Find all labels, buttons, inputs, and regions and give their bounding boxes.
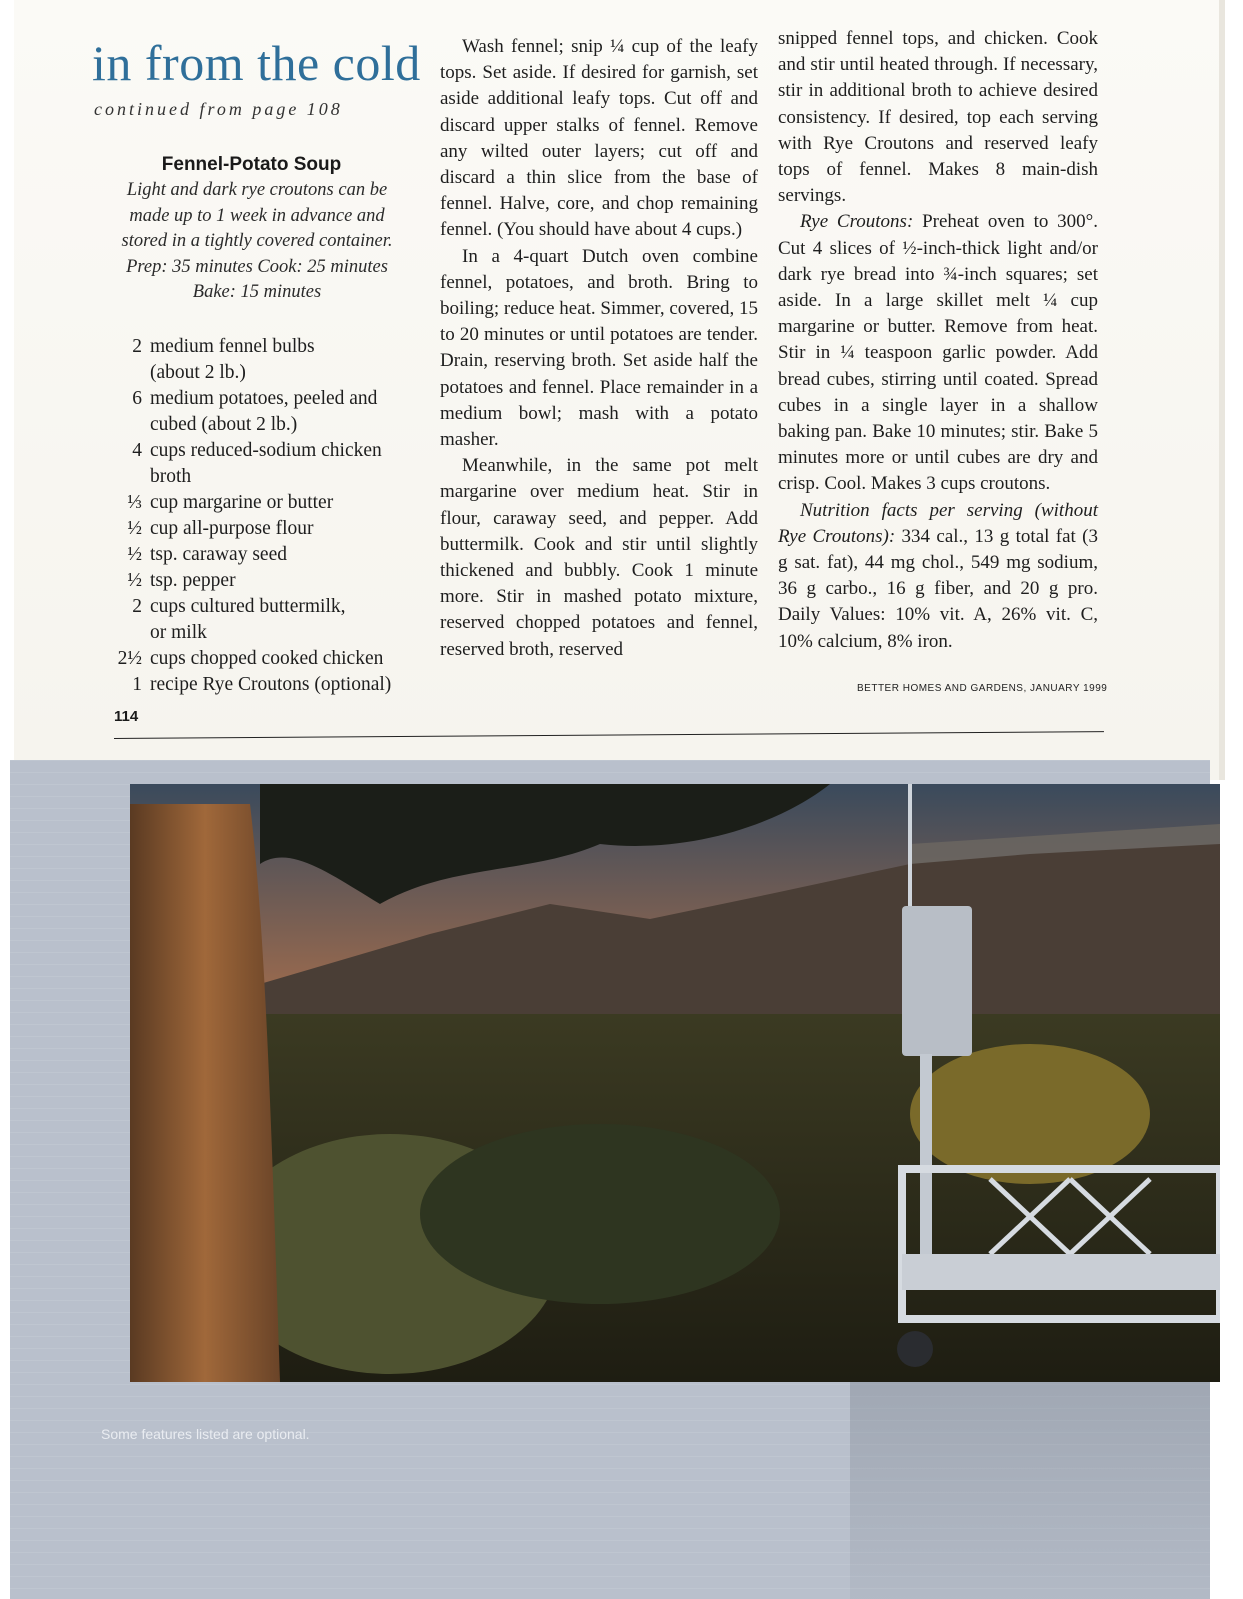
intro-line: stored in a tightly covered container.	[121, 231, 393, 251]
shrubs-mid	[420, 1124, 780, 1304]
nutrition-label: Nutrition facts per serving (without Rye Croutons):	[778, 499, 1098, 547]
directions-column-2	[778, 26, 1098, 655]
tree-trunk	[130, 804, 280, 1382]
continued-note: continued from page 108	[94, 99, 343, 119]
croutons-text: Preheat oven to 300°. Cut 4 slices of ½-inch-thick light and/or dark rye bread into ¾-inch squares; set aside. In a large skillet melt ¼ cup margarine or butter. Remove from heat. Stir in ¼ teaspoon garlic powder. Add bread cubes, stirring until coated. Spread cubes in a single layer in a shallow baking pan. Bake 10 minutes; stir. Bake 5 minutes more or until cubes are dry and crisp. Cool. Makes 3 cups croutons.	[778, 211, 1098, 495]
ingredient-qty: ⅓	[127, 492, 142, 513]
ingredient-line: cups cultured buttermilk,	[150, 596, 346, 617]
page-number: 114	[114, 708, 139, 725]
ingredient-qty: 4	[132, 440, 142, 461]
ingredient-desc	[150, 516, 428, 542]
ingredient-line: cups chopped cooked chicken	[150, 648, 384, 669]
ingredient-line: medium fennel bulbs	[150, 336, 315, 357]
landscape-mural-photo	[130, 784, 1220, 1382]
ingredient-desc	[150, 672, 428, 698]
shrubs-right	[910, 1044, 1150, 1184]
nutrition-paragraph	[778, 498, 1098, 655]
ingredient-qty: 2	[132, 596, 142, 617]
ingredient-line: or milk	[150, 622, 207, 643]
ingredient-qty: 6	[132, 388, 142, 409]
ingredient-line: recipe Rye Croutons (optional)	[150, 674, 392, 695]
page-edge	[1219, 0, 1225, 780]
croutons-paragraph	[778, 209, 1098, 497]
intro-line: made up to 1 week in advance and	[129, 205, 385, 226]
ingredient-line: cup margarine or butter	[150, 492, 334, 513]
ingredient-item	[108, 438, 428, 490]
ingredient-item	[108, 386, 428, 438]
ingredient-desc	[150, 334, 428, 386]
ingredient-desc	[150, 438, 428, 490]
scaffold-deck	[902, 1254, 1220, 1290]
direction-paragraph: snipped fennel tops, and chicken. Cook and stir until heated through. If necessary, stir in additional broth to achieve desired consistency. If desired, top each serving with Rye Croutons and reserved leafy tops of fennel. Makes 8 main-dish servings.	[778, 28, 1098, 207]
magazine-credit: BETTER HOMES AND GARDENS, JANUARY 1999	[857, 683, 1108, 694]
ingredient-desc	[150, 568, 428, 594]
scaffold-pole	[908, 784, 912, 909]
nutrition-text: 334 cal., 13 g total fat (3 g sat. fat), 44 mg chol., 549 mg sodium, 36 g carbo., 16 g fiber, and 20 g pro. Daily Values: 10% vit. A, 26% vit. C, 10% calcium, 8% iron.	[778, 525, 1098, 652]
ingredient-item	[108, 594, 428, 646]
ingredient-desc	[150, 542, 428, 568]
ingredient-qty: 1	[132, 674, 142, 695]
ingredient-line: tsp. pepper	[150, 570, 236, 591]
hoist-frame	[920, 1054, 932, 1254]
directions-column-1	[440, 34, 758, 663]
ingredient-item	[108, 490, 428, 516]
ingredient-line: medium potatoes, peeled and	[150, 388, 378, 409]
prep-time: Prep: 35 minutes Cook: 25 minutes	[126, 256, 388, 277]
ingredient-item	[108, 646, 428, 672]
ingredient-item	[108, 516, 428, 542]
ingredient-item	[108, 542, 428, 568]
ingredient-desc	[150, 646, 428, 672]
ingredient-item	[108, 672, 428, 698]
scaffold-wheel	[897, 1331, 933, 1367]
ingredient-qty: ½	[127, 518, 142, 539]
ingredient-line: cup all-purpose flour	[150, 518, 314, 539]
ingredient-desc	[150, 386, 428, 438]
ingredient-desc	[150, 594, 428, 646]
ingredient-item	[108, 334, 428, 386]
ingredient-line: cubed (about 2 lb.)	[150, 414, 298, 435]
ingredient-qty: 2	[132, 336, 142, 357]
ingredient-line: cups reduced-sodium chicken	[150, 440, 382, 461]
page-headline: in from the cold	[92, 35, 421, 91]
ingredient-list	[108, 334, 428, 698]
ingredient-qty: ½	[127, 570, 142, 591]
recipe-intro	[102, 178, 412, 306]
croutons-label: Rye Croutons:	[800, 211, 914, 233]
direction-paragraph: In a 4-quart Dutch oven combine fennel, potatoes, and broth. Bring to boiling; reduce heat. Simmer, covered, 15 to 20 minutes or until potatoes are tender. Drain, reserving broth. Set aside half the potatoes and fennel. Place remainder in a medium bowl; mash with a potato masher.	[440, 245, 758, 451]
ingredient-qty: 2½	[117, 648, 142, 669]
ingredient-desc	[150, 490, 428, 516]
bake-time: Bake: 15 minutes	[192, 282, 322, 302]
photo-caption: Some features listed are optional.	[101, 1426, 310, 1442]
ingredient-line: broth	[150, 466, 192, 487]
ingredient-line: (about 2 lb.)	[150, 362, 246, 383]
ingredient-line: tsp. caraway seed	[150, 544, 287, 565]
ingredient-qty: ½	[127, 544, 142, 565]
recipe-title: Fennel-Potato Soup	[161, 154, 342, 175]
direction-paragraph: Wash fennel; snip ¼ cup of the leafy tops. Set aside. If desired for garnish, set aside additional leafy tops. Cut off and discard upper stalks of fennel. Remove any wilted outer layers; cut off and discard a thin slice from the base of fennel. Halve, core, and chop remaining fennel. (You should have about 4 cups.)	[440, 36, 758, 241]
intro-line: Light and dark rye croutons can be	[126, 180, 388, 200]
ingredient-item	[108, 568, 428, 594]
hoist-motor	[902, 906, 972, 1056]
direction-paragraph: Meanwhile, in the same pot melt margarine over medium heat. Stir in flour, caraway seed, and pepper. Add buttermilk. Cook and stir until slightly thickened and bubbly. Cook 1 minute more. Stir in mashed potato mixture, reserved chopped potatoes and fennel, reserved broth, reserved	[440, 455, 758, 660]
